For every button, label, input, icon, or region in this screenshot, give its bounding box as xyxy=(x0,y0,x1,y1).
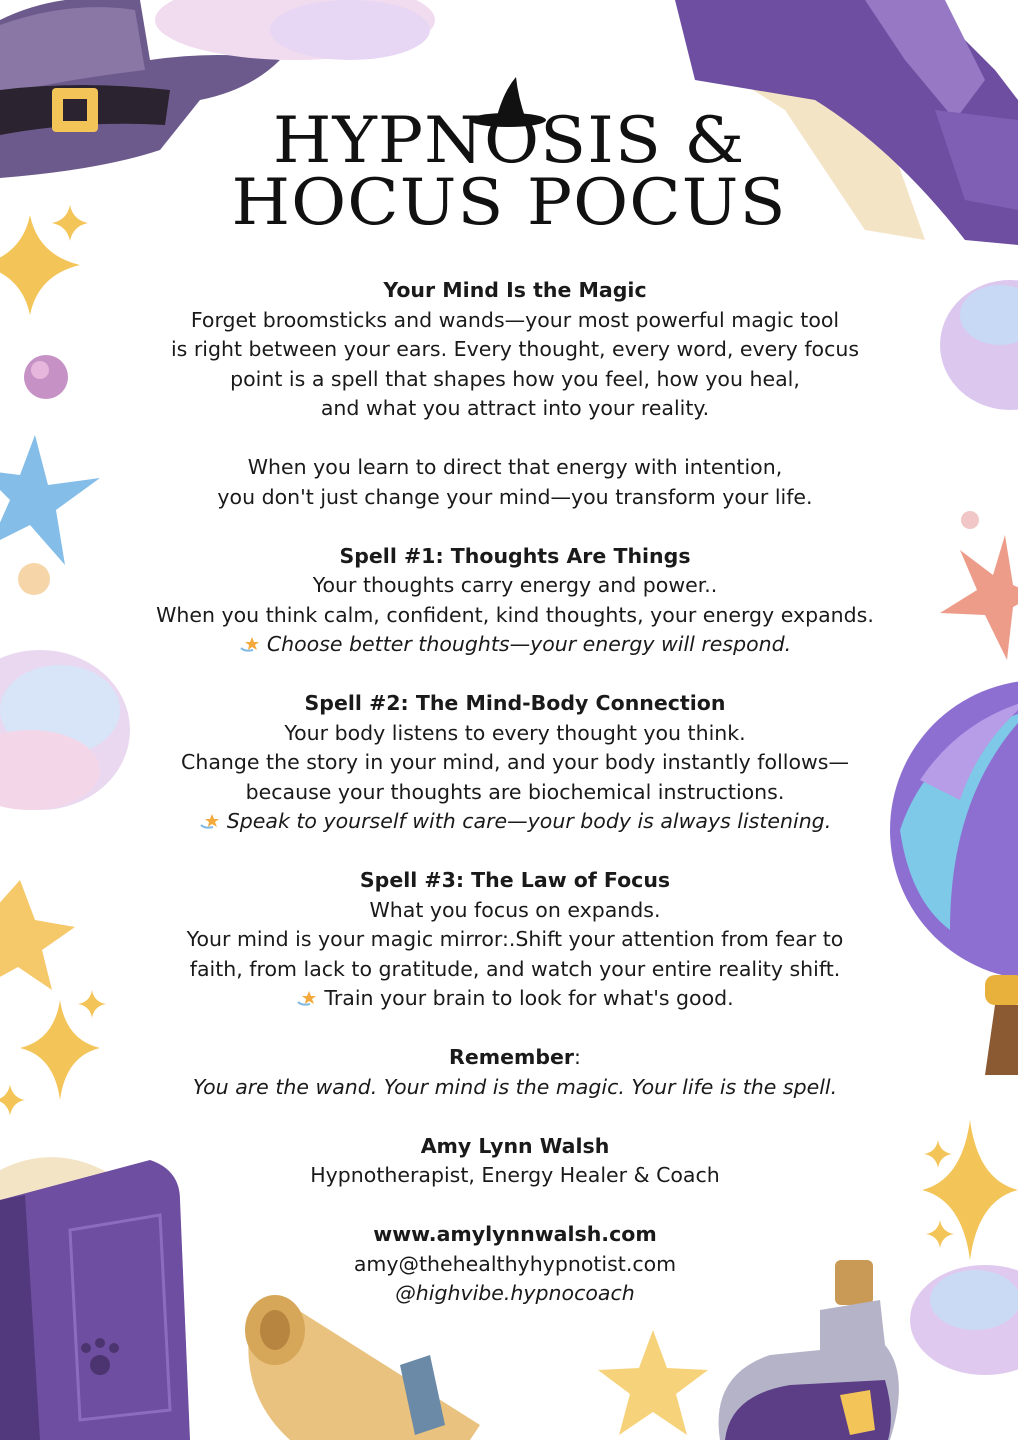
orb-icon xyxy=(17,562,51,596)
intro-line: When you learn to direct that energy with intention, xyxy=(247,455,783,479)
title-line-1: HYPNOSIS & xyxy=(272,104,746,178)
spell3-heading: Spell #3: The Law of Focus xyxy=(359,868,671,892)
intro-line: is right between your ears. Every thought, every word, every focus xyxy=(170,337,860,361)
page-title xyxy=(0,104,1018,240)
spell3-line: Your mind is your magic mirror:.Shift your attention from fear to xyxy=(186,927,844,951)
spell2-tip: Speak to yourself with care—your body is always listening. xyxy=(150,807,880,837)
cloud-icon xyxy=(940,275,1018,415)
shooting-star-icon xyxy=(239,634,261,654)
spell3-line: faith, from lack to gratitude, and watch your entire reality shift. xyxy=(189,956,841,981)
sparkle-icon xyxy=(900,1110,1018,1280)
sparkle-icon xyxy=(0,990,110,1130)
intro-line: Forget broomsticks and wands—your most powerful magic tool xyxy=(190,307,840,332)
spell2-line: because your thoughts are biochemical instructions. xyxy=(245,779,785,804)
email-link[interactable]: amy@thehealthyhypnotist.com xyxy=(353,1251,677,1276)
author-name: Amy Lynn Walsh xyxy=(420,1133,610,1158)
orb-icon xyxy=(24,352,70,402)
spell1-line: When you think calm, confident, kind thoughts, your energy expands. xyxy=(156,602,874,627)
intro-line: you don't just change your mind—you transform your life. xyxy=(217,484,813,509)
spell1-tip: Choose better thoughts—your energy will respond. xyxy=(150,630,880,660)
author-role: Hypnotherapist, Energy Healer & Coach xyxy=(310,1163,720,1187)
spell1-heading: Spell #1: Thoughts Are Things xyxy=(339,543,691,568)
shooting-star-icon xyxy=(296,988,318,1008)
intro-line: and what you attract into your reality. xyxy=(320,396,710,420)
cloud-icon xyxy=(905,1260,1018,1380)
cloud-icon xyxy=(150,0,440,70)
spell3-line: What you focus on expands. xyxy=(369,897,661,922)
intro-heading: Your Mind Is the Magic xyxy=(383,278,647,302)
remember-text: You are the wand. Your mind is the magic. Your life is the spell. xyxy=(192,1074,838,1099)
spell2-line: Change the story in your mind, and your body instantly follows— xyxy=(181,750,849,774)
star-icon xyxy=(0,875,80,995)
crystal-ball-icon xyxy=(890,680,1018,1080)
star-icon xyxy=(935,495,1018,665)
spell1-line: Your thoughts carry energy and power.. xyxy=(312,573,718,597)
star-icon xyxy=(595,1330,710,1440)
main-content xyxy=(150,276,880,1309)
spell2-line: Your body listens to every thought you think. xyxy=(284,720,746,745)
star-icon xyxy=(0,430,105,570)
remember-label: Remember: xyxy=(449,1045,581,1069)
spell2-heading: Spell #2: The Mind-Body Connection xyxy=(304,691,726,715)
title-line-2: HOCUS POCUS xyxy=(231,166,787,240)
social-handle[interactable]: @highvibe.hypnocoach xyxy=(395,1281,635,1305)
intro-line: point is a spell that shapes how you feel, how you heal, xyxy=(230,366,800,391)
website-link[interactable]: www.amylynnwalsh.com xyxy=(373,1222,657,1246)
cloud-icon xyxy=(0,640,130,820)
shooting-star-icon xyxy=(199,811,221,831)
spell3-tip: Train your brain to look for what's good. xyxy=(150,984,880,1014)
